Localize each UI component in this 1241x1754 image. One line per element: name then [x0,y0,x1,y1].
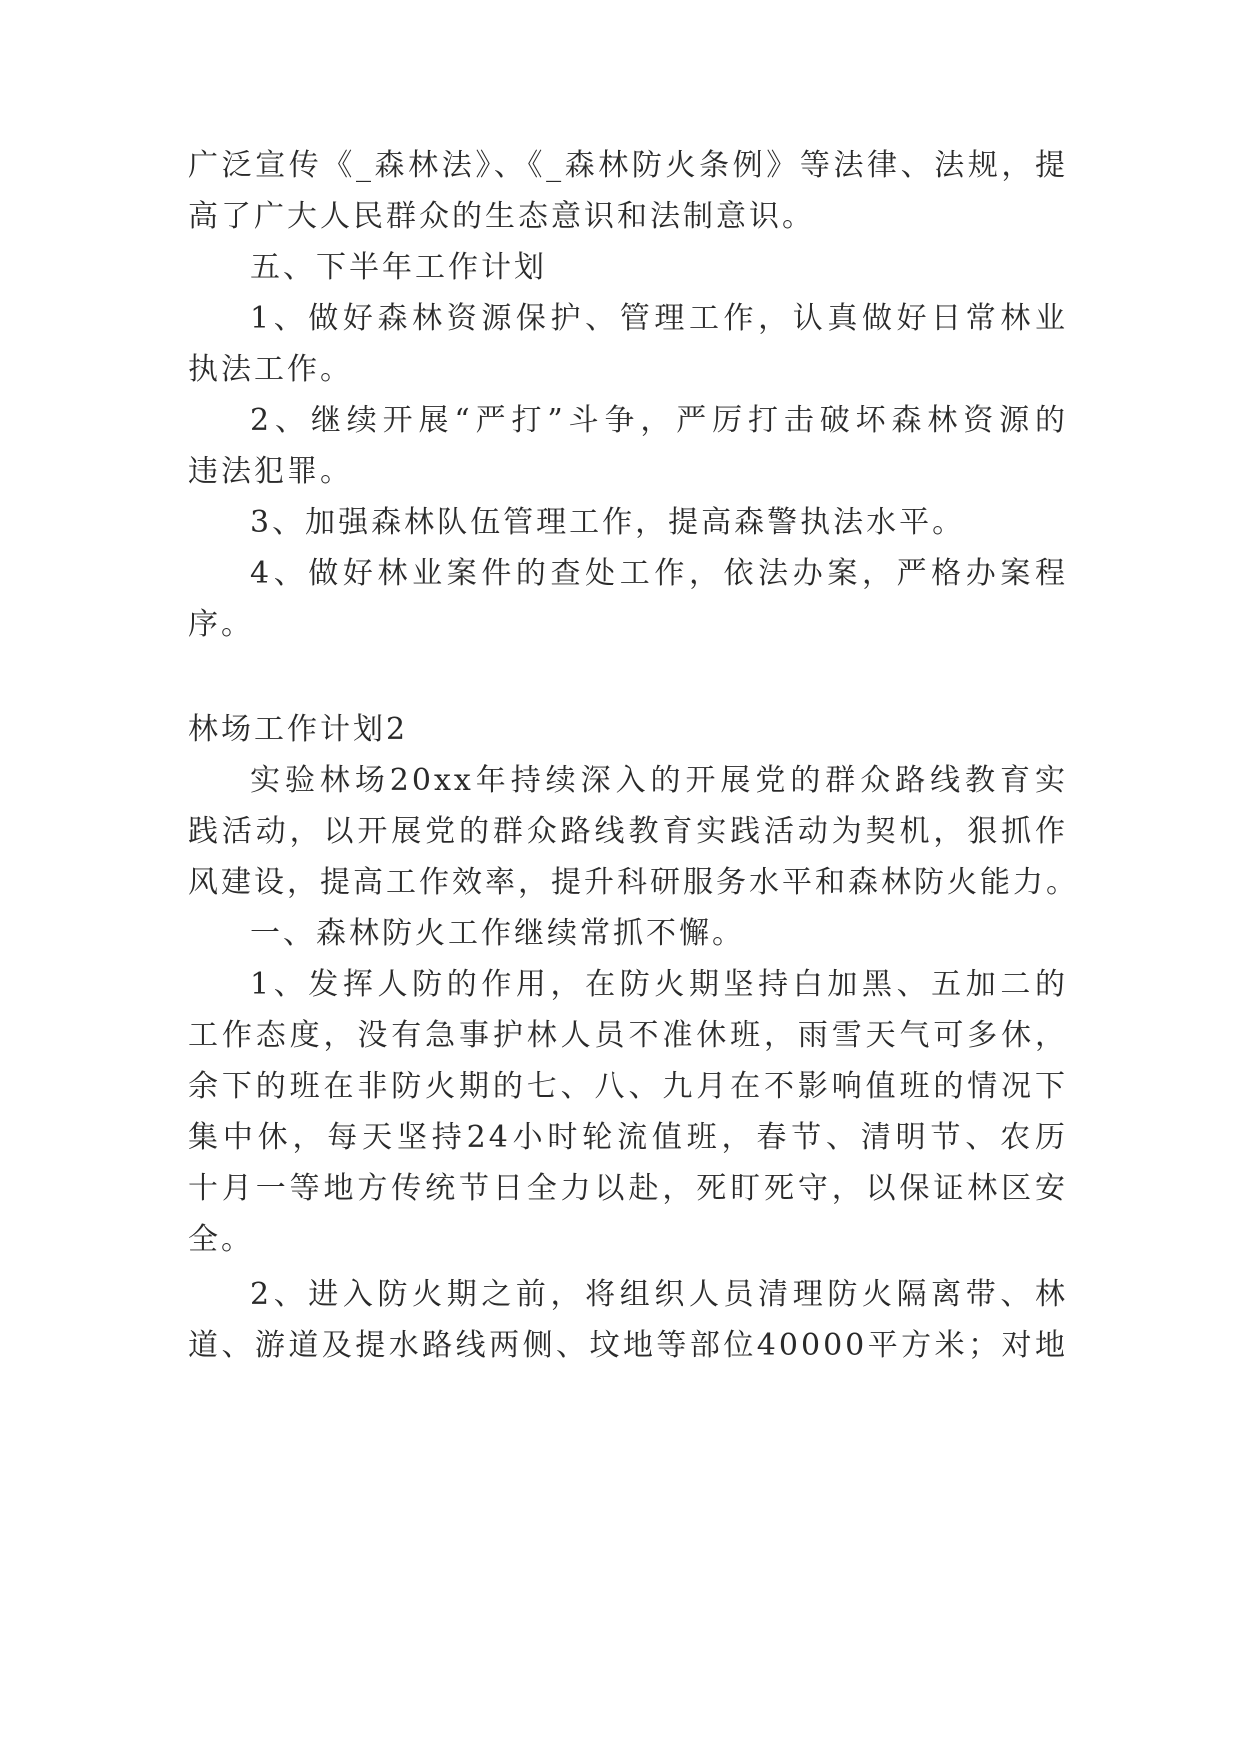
paragraph-line: 风建设，提高工作效率，提升科研服务水平和森林防火能力。 [188,865,1079,900]
list-item-line: 十月一等地方传统节日全力以赴，死盯死守，以保证林区安 [188,1171,1068,1206]
list-item-line: 执法工作。 [188,352,353,387]
paragraph-line: 践活动，以开展党的群众路线教育实践活动为契机，狠抓作 [188,814,1068,849]
list-item-line: 4、做好林业案件的查处工作，依法办案，严格办案程 [250,556,1068,591]
section-heading: 五、下半年工作计划 [250,250,547,285]
list-item-line: 1、做好森林资源保护、管理工作，认真做好日常林业 [250,301,1068,336]
paragraph-line: 高了广大人民群众的生态意识和法制意识。 [188,199,815,234]
list-item-line: 2、进入防火期之前，将组织人员清理防火隔离带、林 [250,1277,1068,1312]
list-item-line: 余下的班在非防火期的七、八、九月在不影响值班的情况下 [188,1069,1068,1104]
list-item-line: 道、游道及提水路线两侧、坟地等部位40000平方米；对地 [188,1328,1068,1363]
list-item-line: 1、发挥人防的作用，在防火期坚持白加黑、五加二的 [250,967,1068,1002]
list-item-line: 工作态度，没有急事护林人员不准休班，雨雪天气可多休， [188,1018,1068,1053]
list-item-line: 3、加强森林队伍管理工作，提高森警执法水平。 [250,505,966,540]
section-heading: 一、森林防火工作继续常抓不懈。 [250,916,745,951]
paragraph-line: 广泛宣传《_森林法》、《_森林防火条例》等法律、法规，提 [188,148,1068,183]
list-item-line: 违法犯罪。 [188,454,353,489]
list-item-line: 2、继续开展“严打”斗争，严厉打击破坏森林资源的 [250,403,1068,438]
list-item-line: 集中休，每天坚持24小时轮流值班，春节、清明节、农历 [188,1120,1068,1155]
document-title: 林场工作计划2 [188,712,409,747]
list-item-line: 序。 [188,607,254,642]
list-item-line: 全。 [188,1222,254,1257]
paragraph-line: 实验林场20xx年持续深入的开展党的群众路线教育实 [250,763,1068,798]
